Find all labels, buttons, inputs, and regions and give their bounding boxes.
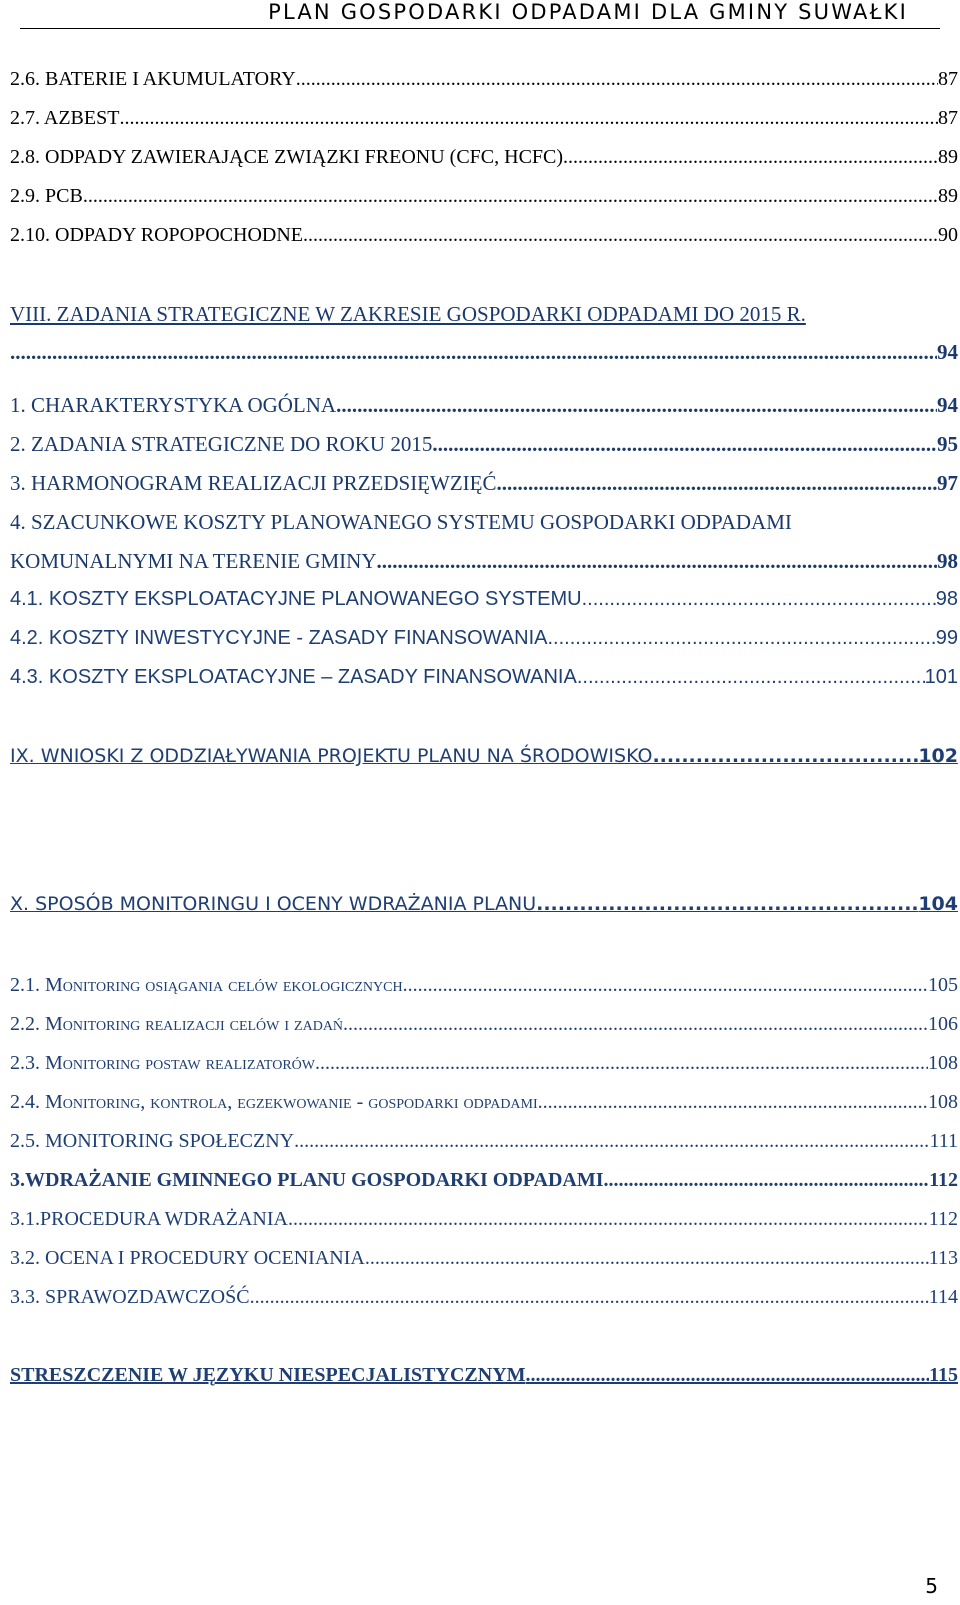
toc-leader (497, 471, 938, 496)
toc-chapter-heading (10, 302, 958, 332)
toc-entry-title: 3.1.PROCEDURA WDRAŻANIA (10, 1208, 288, 1230)
toc-entry-page: 98 (935, 588, 958, 610)
toc-leader (294, 1130, 929, 1153)
toc-entry-title: 3. HARMONOGRAM REALIZACJI PRZEDSIĘWZIĘĆ (10, 471, 497, 495)
toc-entry-title: 4. SZACUNKOWE KOSZTY PLANOWANEGO SYSTEMU GOSPODARKI ODPADAMI (10, 510, 792, 534)
toc-entry-page: 89 (938, 185, 958, 207)
toc-leader (548, 627, 936, 650)
toc-entry-page: 115 (929, 1364, 958, 1386)
document-title: PLAN GOSPODARKI ODPADAMI DLA GMINY SUWAŁKI (268, 0, 908, 24)
toc-leader (10, 340, 937, 365)
toc-entry (10, 432, 958, 462)
page-header (0, 0, 960, 30)
toc-leader (296, 68, 938, 91)
toc-leader (377, 549, 937, 574)
toc-entry (10, 1091, 958, 1121)
toc-entry-title: 4.3. KOSZTY EKSPLOATACYJNE – ZASADY FINANSOWANIA (10, 666, 577, 688)
toc-entry-title: 3.2. OCENA I PROCEDURY OCENIANIA (10, 1247, 365, 1269)
toc-entry (10, 1208, 958, 1238)
toc-entry-title: 3.3. SPRAWOZDAWCZOŚĆ (10, 1286, 250, 1308)
toc-entry-title: 2.5. MONITORING SPOŁECZNY (10, 1130, 295, 1152)
toc-entry-page: 90 (938, 224, 958, 246)
toc-entry (10, 510, 958, 540)
toc-entry-page: 106 (928, 1013, 958, 1035)
toc-entry (10, 1169, 958, 1199)
toc-leader (652, 745, 918, 767)
toc-entry-title: KOMUNALNYMI NA TERENIE GMINY (10, 549, 377, 573)
toc-entry-title: 2.4. Monitoring, kontrola, egzekwowanie - gospodarki odpadami (10, 1091, 538, 1113)
toc-entry-title: VIII. ZADANIA STRATEGICZNE W ZAKRESIE GOSPODARKI ODPADAMI DO 2015 R. (10, 302, 806, 326)
toc-leader (538, 1091, 928, 1114)
toc-entry (10, 393, 958, 423)
toc-entry-page: 94 (937, 340, 958, 364)
toc-leader (119, 107, 938, 130)
toc-entry-page: 101 (924, 666, 958, 688)
toc-leader (365, 1247, 929, 1270)
toc-entry-title: 4.1. KOSZTY EKSPLOATACYJNE PLANOWANEGO SYSTEMU (10, 588, 582, 610)
toc-entry-page: 87 (938, 68, 958, 90)
page-number: 5 (925, 1574, 938, 1598)
toc-chapter-heading (10, 1364, 958, 1394)
toc-entry (10, 224, 958, 254)
toc-entry-title: 2.8. ODPADY ZAWIERAJĄCE ZWIĄZKI FREONU (CFC, HCFC) (10, 146, 564, 168)
toc-entry-title: X. SPOSÓB MONITORINGU I OCENY WDRAŻANIA PLANU (10, 893, 537, 915)
toc-leader (336, 393, 937, 418)
toc-entry-page: 111 (929, 1130, 958, 1152)
toc-entry-page: 114 (928, 1286, 958, 1308)
toc-entry-page: 97 (937, 471, 958, 495)
toc-chapter-heading (10, 893, 958, 923)
toc-entry-page: 98 (937, 549, 958, 573)
toc-entry-title: 2. ZADANIA STRATEGICZNE DO ROKU 2015 (10, 432, 433, 456)
toc-leader (536, 893, 918, 915)
toc-entry-page: 102 (918, 745, 958, 767)
toc-entry-page: 105 (928, 974, 958, 996)
toc-leader (604, 1169, 930, 1192)
toc-entry (10, 549, 958, 579)
toc-entry (10, 588, 958, 618)
toc-entry (10, 666, 958, 696)
toc-entry-title: 2.9. PCB (10, 185, 83, 207)
header-rule (20, 28, 940, 29)
toc-entry (10, 627, 958, 657)
toc-entry-page: 108 (928, 1052, 958, 1074)
toc-entry-title: 2.3. Monitoring postaw realizatorów (10, 1052, 316, 1074)
toc-leader (343, 1013, 928, 1036)
toc-entry-title: 2.1. Monitoring osiągania celów ekologicznych (10, 974, 403, 996)
toc-entry (10, 146, 958, 176)
toc-entry-page: 99 (935, 627, 958, 649)
toc-leader (577, 666, 925, 689)
toc-entry-title: 1. CHARAKTERYSTYKA OGÓLNA (10, 393, 337, 417)
toc-entry (10, 340, 958, 370)
toc-entry (10, 471, 958, 501)
toc-leader (288, 1208, 929, 1231)
toc-entry-page: 87 (938, 107, 958, 129)
toc-entry (10, 974, 958, 1004)
toc-entry (10, 68, 958, 98)
toc-leader (403, 974, 928, 997)
toc-entry-title: 2.6. BATERIE I AKUMULATORY (10, 68, 296, 90)
toc-leader (526, 1364, 930, 1387)
toc-entry-page: 108 (928, 1091, 958, 1113)
toc-entry-page: 112 (929, 1169, 958, 1191)
toc-entry-title: 2.10. ODPADY ROPOPOCHODNE (10, 224, 304, 246)
toc-entry (10, 1247, 958, 1277)
toc-leader (563, 146, 938, 169)
toc-leader (250, 1286, 929, 1309)
toc-entry (10, 1130, 958, 1160)
toc-entry-title: STRESZCZENIE W JĘZYKU NIESPECJALISTYCZNYM (10, 1364, 526, 1386)
toc-entry-page: 94 (937, 393, 958, 417)
toc-entry-title: 3.WDRAŻANIE GMINNEGO PLANU GOSPODARKI ODPADAMI (10, 1169, 604, 1191)
toc-leader (582, 588, 936, 611)
toc-entry-title: 2.7. AZBEST (10, 107, 120, 129)
toc-entry-page: 113 (928, 1247, 958, 1269)
toc-leader (83, 185, 938, 208)
toc-chapter-heading (10, 745, 958, 775)
toc-entry-page: 89 (938, 146, 958, 168)
toc-entry (10, 1013, 958, 1043)
toc-entry (10, 107, 958, 137)
toc-entry (10, 185, 958, 215)
toc-leader (303, 224, 938, 247)
toc-leader (432, 432, 937, 457)
toc-entry-title: 2.2. Monitoring realizacji celów i zadań (10, 1013, 344, 1035)
toc-leader (315, 1052, 928, 1075)
toc-entry-title: IX. WNIOSKI Z ODDZIAŁYWANIA PROJEKTU PLANU NA ŚRODOWISKO (10, 745, 653, 767)
toc-entry (10, 1286, 958, 1316)
toc-entry-page: 112 (928, 1208, 958, 1230)
toc-entry-title: 4.2. KOSZTY INWESTYCYJNE - ZASADY FINANSOWANIA (10, 627, 548, 649)
toc-entry (10, 1052, 958, 1082)
toc-entry-page: 104 (918, 893, 958, 915)
toc-entry-page: 95 (937, 432, 958, 456)
